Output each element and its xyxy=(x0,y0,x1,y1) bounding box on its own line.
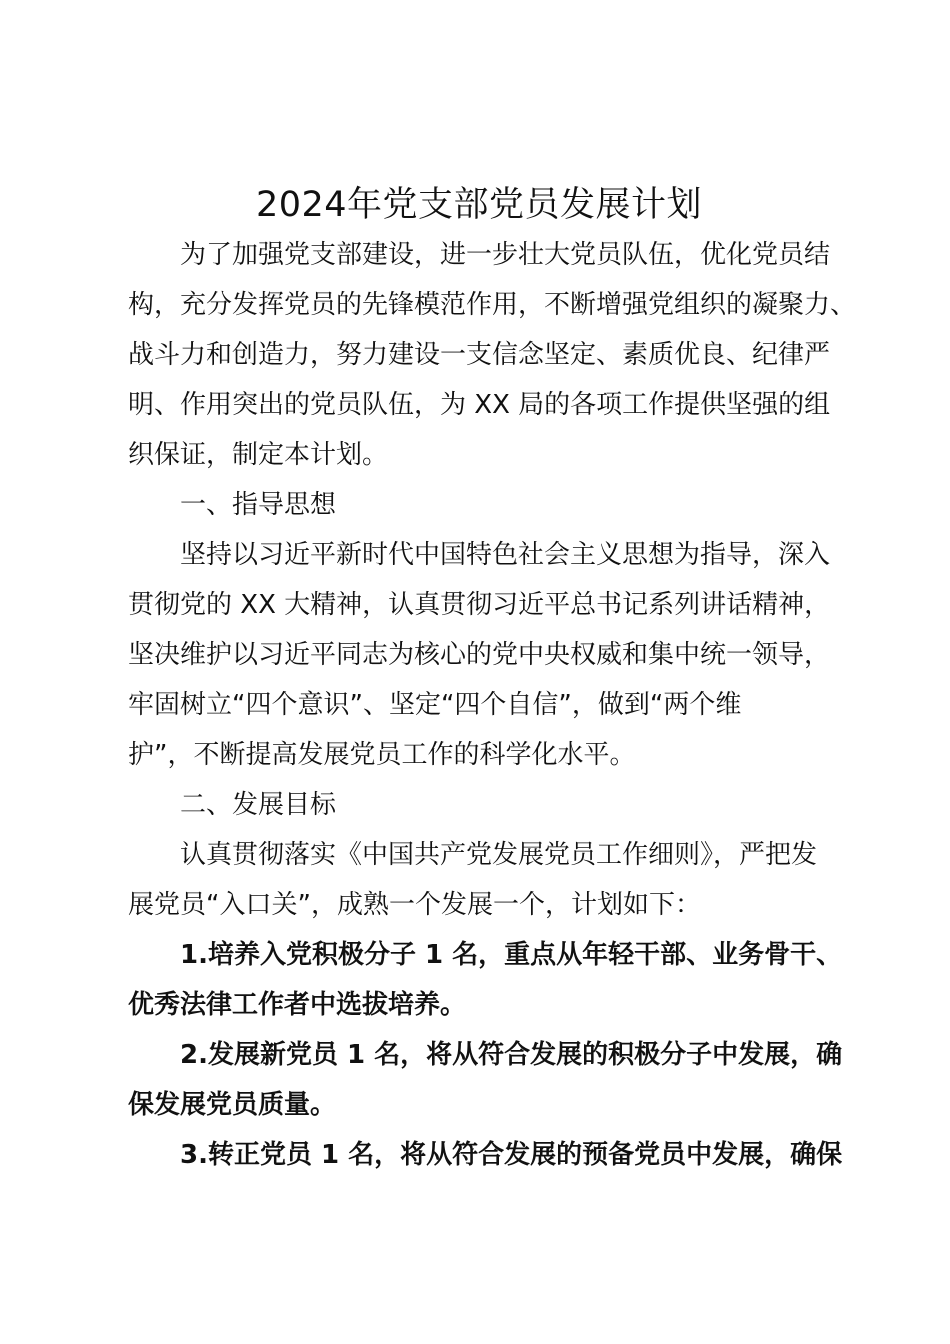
intro-line-1: 为了加强党支部建设，进一步壮大党员队伍，优化党员结 xyxy=(180,240,831,270)
item2-line-2: 保发展党员质量。 xyxy=(128,1090,337,1120)
section2-line-1: 认真贯彻落实《中国共产党发展党员工作细则》，严把发 xyxy=(180,840,818,870)
section1-line-5: 护”，不断提高发展党员工作的科学化水平。 xyxy=(128,740,636,770)
section1-line-1: 坚持以习近平新时代中国特色社会主义思想为指导，深入 xyxy=(180,540,831,570)
intro-line-5: 织保证，制定本计划。 xyxy=(128,440,389,470)
section1-line-3: 坚决维护以习近平同志为核心的党中央权威和集中统一领导， xyxy=(128,640,831,670)
document-title: 2024年党支部党员发展计划 xyxy=(255,185,703,225)
section2-heading: 二、发展目标 xyxy=(180,790,337,820)
item2-line-1: 2.发展新党员 1 名，将从符合发展的积极分子中发展，确 xyxy=(180,1040,843,1070)
intro-line-3: 战斗力和创造力，努力建设一支信念坚定、素质优良、纪律严 xyxy=(128,340,831,370)
intro-line-4: 明、作用突出的党员队伍，为 XX 局的各项工作提供坚强的组 xyxy=(128,390,831,420)
section2-line-2: 展党员“入口关”，成熟一个发展一个，计划如下： xyxy=(128,890,701,920)
section1-line-2: 贯彻党的 XX 大精神，认真贯彻习近平总书记系列讲话精神， xyxy=(128,590,831,620)
item3-line-1: 3.转正党员 1 名，将从符合发展的预备党员中发展，确保 xyxy=(180,1140,843,1170)
item1-line-2: 优秀法律工作者中选拔培养。 xyxy=(128,990,467,1020)
section1-line-4: 牢固树立“四个意识”、坚定“四个自信”，做到“两个维 xyxy=(128,690,742,720)
section1-heading: 一、指导思想 xyxy=(180,490,337,520)
item1-line-1: 1.培养入党积极分子 1 名，重点从年轻干部、业务骨干、 xyxy=(180,940,843,970)
intro-line-2: 构，充分发挥党员的先锋模范作用，不断增强党组织的凝聚力、 xyxy=(128,290,857,320)
